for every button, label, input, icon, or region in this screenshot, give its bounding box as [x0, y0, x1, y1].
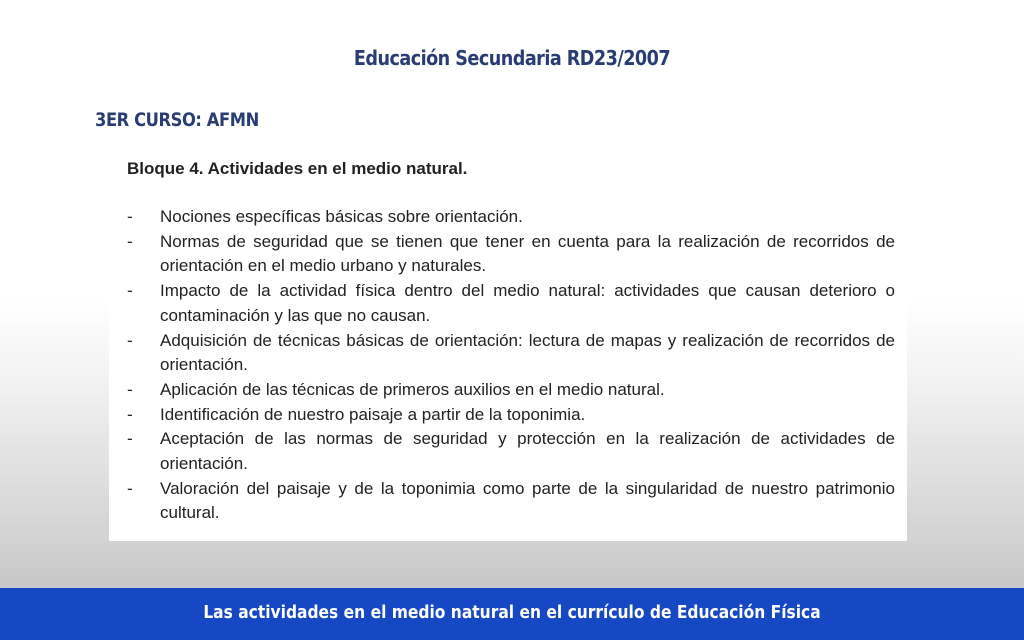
bullet-dash: - — [127, 231, 133, 251]
bullet-dash: - — [127, 379, 133, 399]
list-item — [125, 329, 895, 378]
list-item — [125, 403, 895, 428]
bullet-dash: - — [127, 330, 133, 350]
slide-title: Educación Secundaria RD23/2007 — [353, 46, 671, 70]
list-item-text: Adquisición de técnicas básicas de orientación: lectura de mapas y realización de recorridos de orientación. — [160, 330, 895, 375]
bullet-dash: - — [127, 404, 133, 424]
curriculum-excerpt-image — [109, 143, 907, 541]
list-item — [125, 205, 895, 230]
list-item-text: Aceptación de las normas de seguridad y protección en la realización de actividades de orientación. — [160, 429, 895, 474]
course-label: 3ER CURSO: AFMN — [95, 109, 259, 131]
list-item — [125, 378, 895, 403]
footer-text: Las actividades en el medio natural en el currículo de Educación Física — [203, 602, 821, 623]
list-item-text: Identificación de nuestro paisaje a partir de la toponimia. — [160, 404, 586, 424]
list-item-text: Impacto de la actividad física dentro del medio natural: actividades que causan deterioro o contaminación y las que no causan. — [160, 281, 895, 325]
list-item-text: Valoración del paisaje y de la toponimia como parte de la singularidad de nuestro patrimonio cultural. — [160, 478, 895, 523]
list-item — [125, 230, 895, 279]
list-item — [125, 279, 895, 328]
bullet-dash: - — [127, 207, 133, 226]
list-item-text: Aplicación de las técnicas de primeros auxilios en el medio natural. — [160, 379, 665, 399]
list-item — [125, 477, 895, 526]
bullet-dash: - — [127, 281, 133, 301]
footer-bar — [0, 588, 1024, 640]
list-item-text: Nociones específicas básicas sobre orientación. — [160, 207, 523, 226]
bullet-dash: - — [127, 429, 133, 449]
list-item-text: Normas de seguridad que se tienen que tener en cuenta para la realización de recorridos de orientación en el medio urbano y naturales. — [160, 231, 895, 276]
content-list — [125, 205, 895, 526]
block-heading: Bloque 4. Actividades en el medio natural. — [127, 159, 468, 178]
bullet-dash: - — [127, 478, 133, 498]
list-item — [125, 427, 895, 476]
